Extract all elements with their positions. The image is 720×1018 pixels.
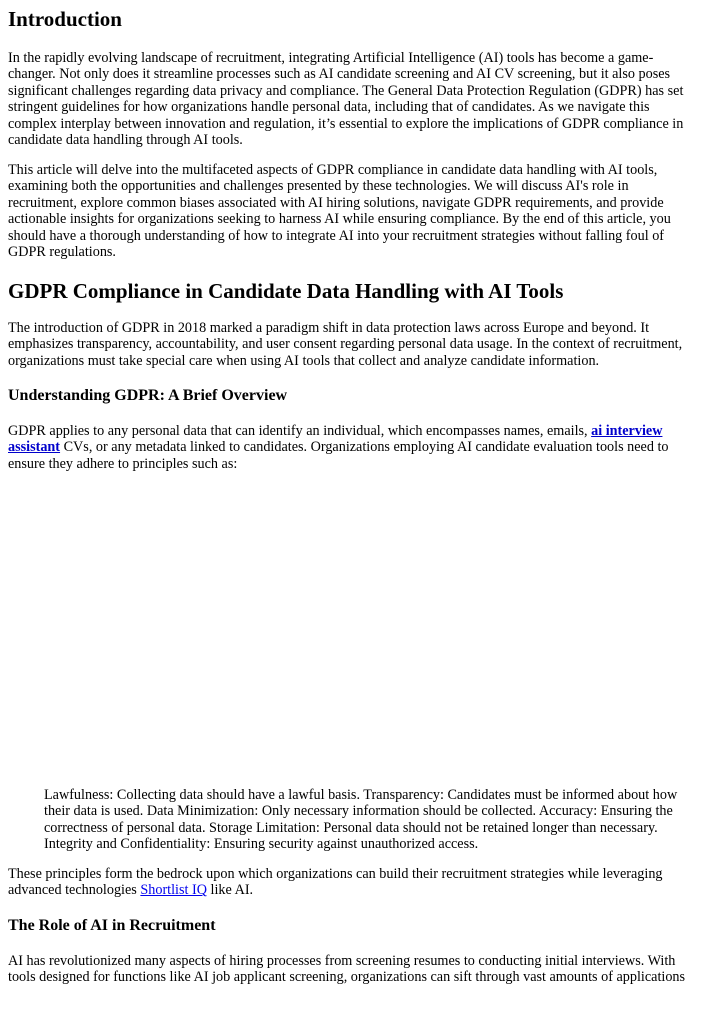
principles-list xyxy=(44,787,704,853)
list-item: correctness of personal data. Storage Limitation: Personal data should not be retained longer than necessary. xyxy=(44,819,658,836)
text-line: actionable insights for organizations seeking to harness AI while ensuring compliance. By the end of this article, you xyxy=(8,211,671,228)
gdpr-heading: GDPR Compliance in Candidate Data Handling with AI Tools xyxy=(8,279,564,303)
list-item: Lawfulness: Collecting data should have a lawful basis. Transparency: Candidates must be informed about how xyxy=(44,787,678,803)
image-placeholder xyxy=(8,476,702,776)
text-fragment: CVs, or any metadata linked to candidates. Organizations employing AI candidate evaluation tools need to xyxy=(60,439,669,456)
gdpr-paragraph xyxy=(8,320,702,369)
role-paragraph xyxy=(8,953,702,986)
text-line: changer. Not only does it streamline processes such as AI candidate screening and AI CV screening, but it also poses xyxy=(8,66,671,83)
text-line xyxy=(8,882,702,898)
text-line: examining both the opportunities and challenges presented by these technologies. We will discuss AI's role in xyxy=(8,178,629,195)
text-line: recruitment, explore common biases associated with AI hiring solutions, navigate GDPR requirements, and provide xyxy=(8,194,664,211)
intro-paragraph-1 xyxy=(8,50,702,148)
text-line: AI has revolutionized many aspects of hiring processes from screening resumes to conducting initial interviews. With xyxy=(8,953,676,969)
understanding-heading: Understanding GDPR: A Brief Overview xyxy=(8,387,288,404)
text-line: significant challenges regarding data privacy and compliance. The General Data Protection Regulation (GDPR) has set xyxy=(8,82,684,99)
understanding-paragraph xyxy=(8,423,702,472)
role-heading: The Role of AI in Recruitment xyxy=(8,917,216,934)
text-line: These principles form the bedrock upon which organizations can build their recruitment strategies while leveraging xyxy=(8,866,663,882)
text-line: ensure they adhere to principles such as: xyxy=(8,455,238,472)
text-line: emphasizes transparency, accountability, and user consent regarding personal data usage. In the context of recruitment, xyxy=(8,336,683,353)
ai-interview-assistant-link-cont[interactable]: assistant xyxy=(8,439,61,456)
text-line: This article will delve into the multifaceted aspects of GDPR compliance in candidate data handling with AI tools, xyxy=(8,162,658,178)
principles-summary xyxy=(8,866,702,899)
list-item: their data is used. Data Minimization: Only necessary information should be collected. Accuracy: Ensuring the xyxy=(44,803,673,820)
text-line: In the rapidly evolving landscape of recruitment, integrating Artificial Intelligence (AI) tools has become a game- xyxy=(8,50,654,66)
ai-interview-assistant-link[interactable]: ai interview xyxy=(591,423,663,439)
text-fragment: like AI. xyxy=(206,882,254,899)
text-line xyxy=(8,423,702,439)
text-line: GDPR regulations. xyxy=(8,244,116,261)
list-item: Integrity and Confidentiality: Ensuring security against unauthorized access. xyxy=(44,836,479,853)
intro-paragraph-2 xyxy=(8,162,702,260)
text-line: tools designed for functions like AI job applicant screening, organizations can sift through vast amounts of applications xyxy=(8,969,686,986)
text-line: stringent guidelines for how organizations handle personal data, including that of candidates. As we navigate this xyxy=(8,99,650,116)
text-line: The introduction of GDPR in 2018 marked a paradigm shift in data protection laws across Europe and beyond. It xyxy=(8,320,650,336)
text-fragment: GDPR applies to any personal data that can identify an individual, which encompasses names, emails, xyxy=(8,423,592,439)
text-fragment: advanced technologies xyxy=(8,882,141,899)
intro-heading: Introduction xyxy=(8,7,122,31)
text-line: complex interplay between innovation and regulation, it’s essential to explore the implications of GDPR compliance in xyxy=(8,115,684,132)
text-line: should have a thorough understanding of how to integrate AI into your recruitment strategies without falling foul of xyxy=(8,227,665,244)
text-line: candidate data handling through AI tools. xyxy=(8,132,243,149)
shortlist-iq-link[interactable]: Shortlist IQ xyxy=(140,882,207,899)
text-line xyxy=(8,439,702,455)
text-line: organizations must take special care when using AI tools that collect and analyze candidate information. xyxy=(8,352,600,369)
